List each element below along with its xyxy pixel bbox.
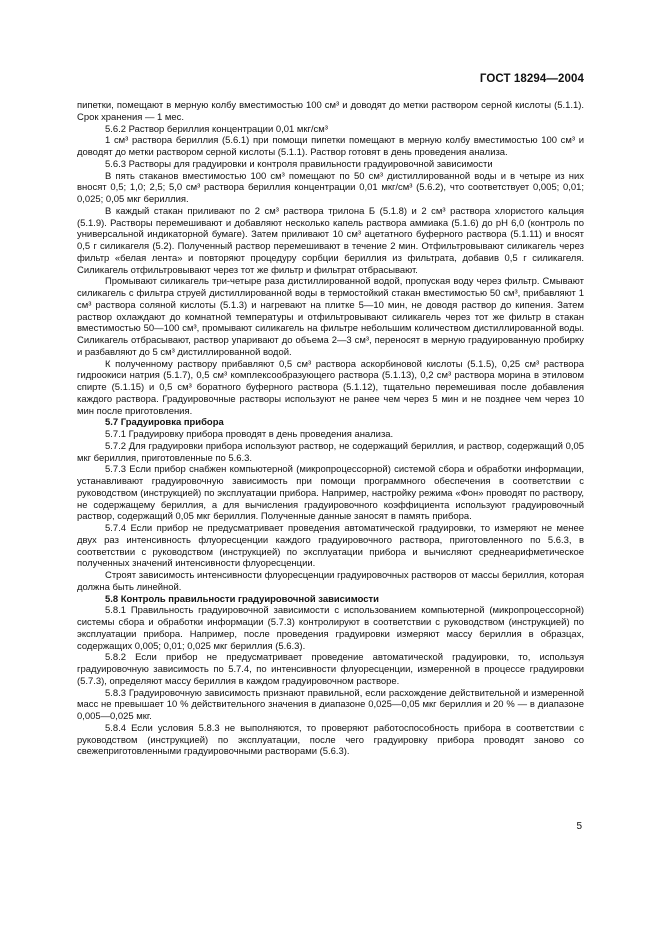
section-heading: 5.7 Градуировка прибора	[105, 417, 224, 429]
paragraph: 5.7.4 Если прибор не предусматривает проведения автоматической градуировки, то измеряют не менее двух раз интенсивность флуоресценции каждого градуировочного раствора, приготовленного по 5.6.3, в соответствии с руководством (инструкцией) по эксплуатации прибора и вычисляют среднеарифметическое полученных значений интенсивности флуоресценции.	[77, 523, 584, 570]
paragraph: 5.6.3 Растворы для градуировки и контроля правильности градуировочной зависимости	[105, 158, 493, 170]
section-heading: 5.8 Контроль правильности градуировочной зависимости	[105, 593, 379, 605]
paragraph: 5.8.2 Если прибор не предусматривает проведение автоматической градуировки, то, используя градуировочную зависимость по 5.7.4, по интенсивности флуоресценции, измеренной в процессе градуировки (5.7.3), определяют массу бериллия в каждом градуировочном растворе.	[77, 652, 584, 687]
document-code: ГОСТ 18294—2004	[479, 73, 584, 85]
paragraph: 5.7.3 Если прибор снабжен компьютерной (микропроцессорной) системой сбора и обработки информации, устанавливают градуировочную зависимость при помощи программного обеспечения в соответствии с руководством (инструкцией) по эксплуатации прибора. Например, настройку режима «Фон» проводят по раствору, не содержащему бериллия, а для вычисления градуировочного коэффициента используют градуировочный раствор, содержащий 0,05 мкг бериллия. Полученные данные заносят в память прибора.	[77, 464, 584, 523]
paragraph: 5.8.4 Если условия 5.8.3 не выполняются, то проверяют работоспособность прибора в соответствии с руководством (инструкцией) по эксплуатации, после чего градуировку прибора проводят заново со свежеприготовленными градуировочными растворами (5.6.3).	[77, 722, 584, 758]
page-number: 5	[576, 821, 582, 832]
paragraph: пипетки, помещают в мерную колбу вместимостью 100 см³ и доводят до метки раствором серной кислоты (5.1.1). Срок хранения — 1 мес.	[77, 100, 584, 123]
paragraph: Строят зависимость интенсивности флуоресценции градуировочных растворов от массы бериллия, которая должна быть линейной.	[77, 570, 584, 593]
paragraph: К полученному раствору прибавляют 0,5 см³ раствора аскорбиновой кислоты (5.1.5), 0,25 см³ раствора гидроокиси натрия (5.1.7), 0,5 см³ комплексообразующего раствора (5.1.13), 0,2 см³ раствора морина в этиловом спирте (5.1.15) и 0,5 см³ боратного буферного раствора (5.1.12), тщательно перемешивая после добавления каждого раствора. Градуировочные растворы используют не ранее чем через 5 мин и не позднее чем через 10 мин после приготовления.	[77, 358, 584, 417]
paragraph: Промывают силикагель три-четыре раза дистиллированной водой, пропуская воду через фильтр. Смывают силикагель с фильтра струей дистиллированной воды в термостойкий стакан вместимостью 50 см³, прибавляют 1 см³ раствора соляной кислоты (5.1.3) и нагревают на плитке 5—10 мин, не доводя раствор до кипения. Затем раствор охлаждают до комнатной температуры и отфильтровывают силикагель через тот же фильтр в стакан вместимостью 50—100 см³, промывают силикагель на фильтре небольшим количеством дистиллированной воды. Силикагель отбрасывают, раствор упаривают до объема 2—3 см³, переносят в мерную градуированную пробирку и разбавляют до 5 см³ дистиллированной водой.	[77, 276, 584, 358]
paragraph: 5.8.3 Градуировочную зависимость признают правильной, если расхождение действительной и измеренной масс не превышает 10 % действительного значения в диапазоне 0,025—0,05 мкг бериллия и 20 % — в диапазоне 0,005—0,025 мкг.	[77, 687, 584, 722]
paragraph: 1 см³ раствора бериллия (5.6.1) при помощи пипетки помещают в мерную колбу вместимостью 100 см³ и доводят до метки раствором серной кислоты (5.1.1). Раствор готовят в день проведения анализа.	[77, 135, 584, 158]
paragraph: 5.6.2 Раствор бериллия концентрации 0,01 мкг/см³	[105, 123, 328, 135]
paragraph: В пять стаканов вместимостью 100 см³ помещают по 50 см³ дистиллированной воды и в четыре из них вносят 0,5; 1,0; 2,5; 5,0 см³ раствора бериллия концентрации 0,01 мкг/см³ (5.6.2), что соответствует 0,005; 0,01; 0,025; 0,05 мкг бериллия.	[77, 170, 584, 205]
paragraph: 5.8.1 Правильность градуировочной зависимости с использованием компьютерной (микропроцессорной) системы сбора и обработки информации (5.7.3) контролируют в соответствии с руководством (инструкцией) по эксплуатации прибора. Например, после проведения градуировки измеряют массу бериллия в образцах, содержащих 0,005; 0,01; 0,025 мкг бериллия (5.6.3).	[77, 605, 584, 652]
paragraph: В каждый стакан приливают по 2 см³ раствора трилона Б (5.1.8) и 2 см³ раствора хлористого кальция (5.1.9). Растворы перемешивают и добавляют несколько капель раствора аммиака (5.1.6) до pH 6,0 (контроль по универсальной индикаторной бумаге). Затем приливают 10 см³ ацетатного буферного раствора (5.1.11) и вносят 0,5 г силикагеля (5.2). Полученный раствор перемешивают в течение 2 мин. Отфильтровывают силикагель через фильтр «белая лента» и повторяют процедуру сорбции бериллия из фильтрата, добавив 0,5 г силикагеля. Силикагель отфильтровывают через тот же фильтр и фильтрат отбрасывают.	[77, 205, 584, 276]
paragraph: 5.7.1 Градуировку прибора проводят в день проведения анализа.	[105, 429, 394, 440]
paragraph: 5.7.2 Для градуировки прибора используют раствор, не содержащий бериллия, и раствор, содержащий 0,05 мкг бериллия, приготовленные по 5.6.3.	[77, 440, 584, 464]
document-body	[77, 100, 584, 758]
